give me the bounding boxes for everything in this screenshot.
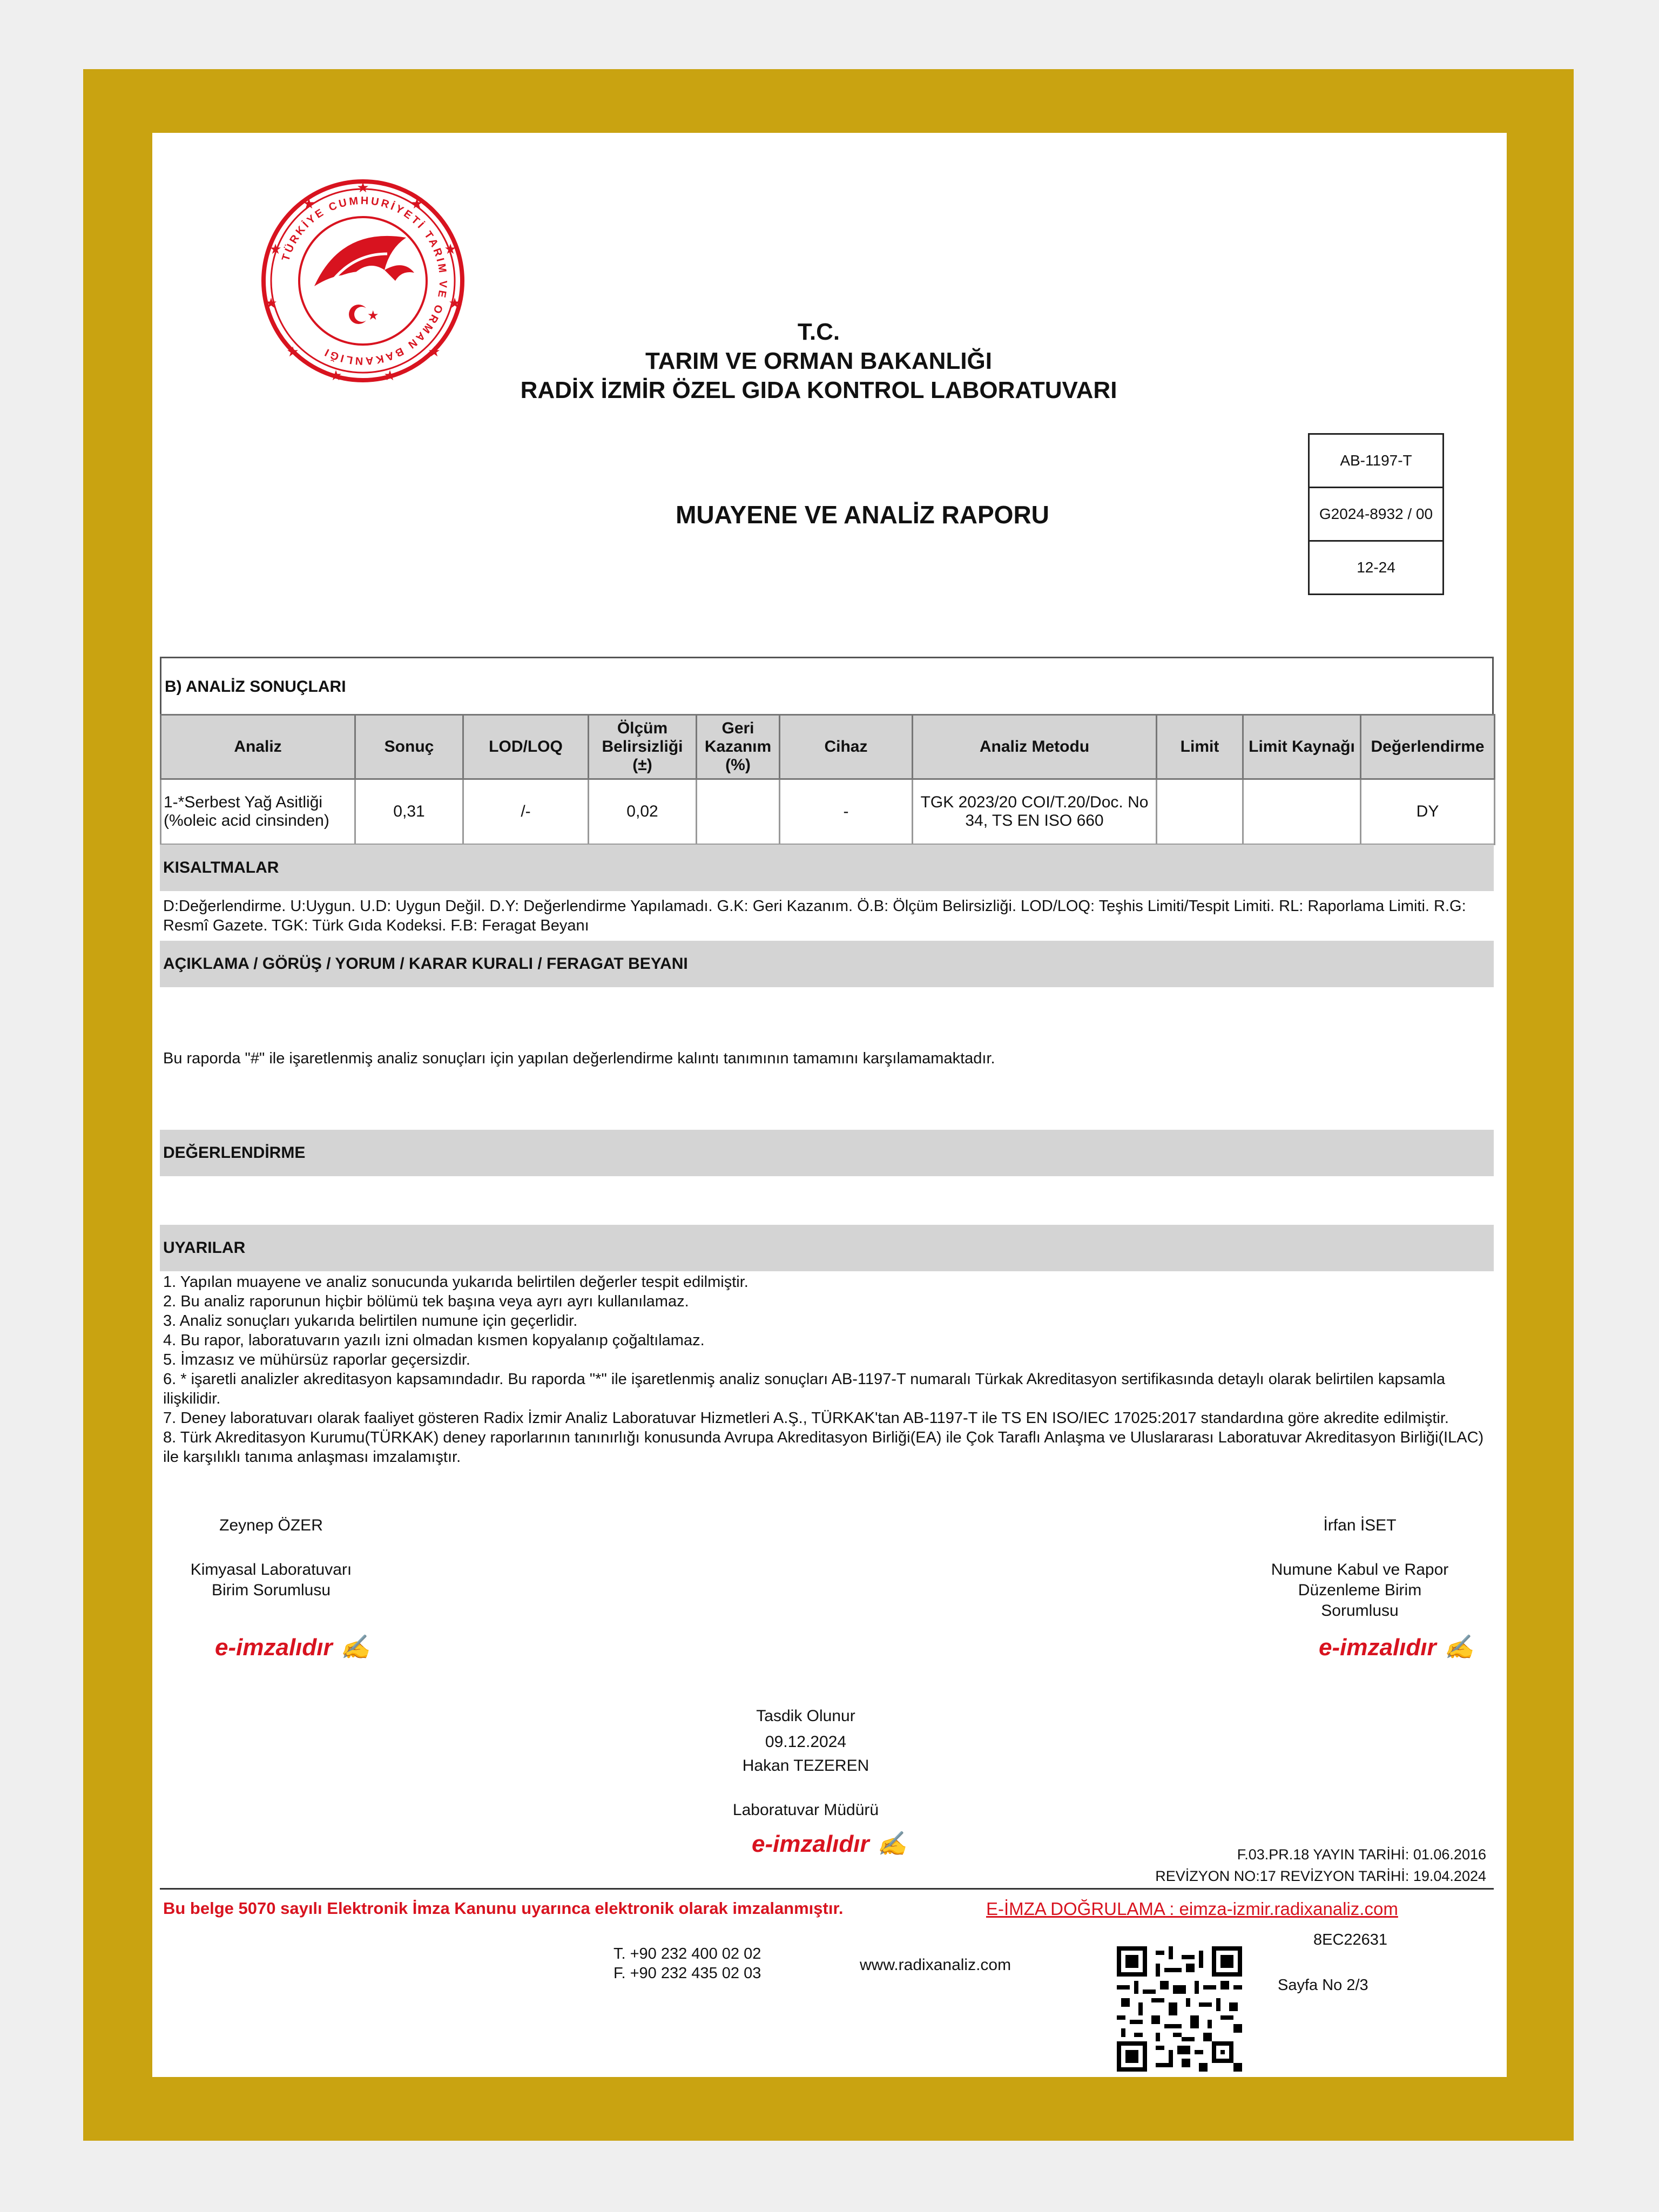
esign-right xyxy=(1319,1633,1474,1661)
esign-left xyxy=(215,1633,370,1661)
signature-left xyxy=(168,1515,374,1601)
header-ministry: TARIM VE ORMAN BAKANLIĞI xyxy=(645,348,993,374)
svg-text:★: ★ xyxy=(329,368,342,383)
col-header: Limit xyxy=(1157,715,1243,779)
approval-role: Laboratuvar Müdürü xyxy=(732,1801,879,1819)
warning-item: 6. * işaretli analizler akreditasyon kapsamındadır. Bu raporda "*" ile işaretlenmiş analiz sonuçları AB-1197-T numaralı Türkak Akreditasyon sertifikasında detaylı olarak belirtilen kapsamla ilişkilidir. xyxy=(163,1371,1445,1407)
signature-right xyxy=(1263,1515,1457,1621)
pen-icon: ✍ xyxy=(877,1831,907,1857)
approval-label: Tasdik Olunur xyxy=(756,1707,855,1725)
signer-name: Zeynep ÖZER xyxy=(219,1516,323,1534)
header-block xyxy=(141,318,1496,405)
report-code-box xyxy=(1308,433,1444,595)
cell-evaluation: DY xyxy=(1361,779,1495,845)
warning-item: 1. Yapılan muayene ve analiz sonucunda yukarıda belirtilen değerler tespit edilmiştir. xyxy=(163,1273,748,1291)
esign-center xyxy=(752,1830,907,1858)
col-header: LOD/LOQ xyxy=(463,715,589,779)
header-line-tc: T.C. xyxy=(797,319,840,345)
cell-result: 0,31 xyxy=(355,779,463,845)
col-header: Değerlendirme xyxy=(1361,715,1495,779)
warning-item: 2. Bu analiz raporunun hiçbir bölümü tek başına veya ayrı ayrı kullanılamaz. xyxy=(163,1293,689,1310)
col-header: Analiz Metodu xyxy=(913,715,1157,779)
cell-analysis: 1-*Serbest Yağ Asitliği (%oleic acid cinsinden) xyxy=(161,779,355,845)
report-period: 12-24 xyxy=(1357,559,1395,576)
pen-icon: ✍ xyxy=(1444,1634,1474,1661)
svg-text:★: ★ xyxy=(444,241,457,258)
report-number: G2024-8932 / 00 xyxy=(1310,488,1442,542)
signer-name: İrfan İSET xyxy=(1323,1516,1397,1534)
comments-text: Bu raporda "#" ile işaretlenmiş analiz sonuçları için yapılan değerlendirme kalıntı tanımının tamamını karşılamamaktadır. xyxy=(163,1050,995,1067)
table-header-row xyxy=(161,715,1495,779)
cell-recovery xyxy=(697,779,780,845)
svg-text:★: ★ xyxy=(383,368,396,383)
contact-block xyxy=(613,1944,761,1983)
abbreviations-text: D:Değerlendirme. U:Uygun. U.D: Uygun Değil. D.Y: Değerlendirme Yapılamadı. G.K: Geri Kazanım. Ö.B: Ölçüm Belirsizliği. LOD/LOQ: Teşhis Limiti/Tespit Limiti. RL: Raporlama Limiti. R.G: Resmî Gazete. TGK: Türk Gıda Kodeksi. F.B: Feragat Beyanı xyxy=(163,898,1466,934)
col-header: Analiz xyxy=(161,715,355,779)
accreditation-code: AB-1197-T xyxy=(1310,435,1442,488)
warning-item: 4. Bu rapor, laboratuvarın yazılı izni olmadan kısmen kopyalanıp çoğaltılamaz. xyxy=(163,1332,705,1349)
website-link[interactable]: www.radixanaliz.com xyxy=(860,1956,1011,1974)
svg-text:★: ★ xyxy=(356,180,369,196)
cell-device: - xyxy=(780,779,913,845)
signer-role: Numune Kabul ve Rapor Düzenleme Birim Sorumlusu xyxy=(1271,1561,1449,1620)
approval-block xyxy=(671,1703,941,1823)
cell-lod-loq: /- xyxy=(463,779,589,845)
esign-verify-link[interactable]: E-İMZA DOĞRULAMA : eimza-izmir.radixanaliz.com xyxy=(986,1899,1398,1919)
phone-number: T. +90 232 400 02 02 xyxy=(613,1945,761,1963)
results-table xyxy=(160,714,1495,845)
svg-text:★: ★ xyxy=(428,344,441,360)
form-publish-date: F.03.PR.18 YAYIN TARİHİ: 01.06.2016 xyxy=(1237,1846,1486,1863)
footer-legal-text: Bu belge 5070 sayılı Elektronik İmza Kanunu uyarınca elektronik olarak imzalanmıştır. xyxy=(163,1899,844,1918)
col-header: Sonuç xyxy=(355,715,463,779)
section-title-abbreviations: KISALTMALAR xyxy=(160,845,1494,891)
table-row xyxy=(161,779,1495,845)
svg-text:★: ★ xyxy=(302,196,315,212)
pen-icon: ✍ xyxy=(340,1634,370,1661)
svg-text:★: ★ xyxy=(286,344,299,360)
form-revision: REVİZYON NO:17 REVİZYON TARİHİ: 19.04.2024 xyxy=(1155,1868,1486,1884)
col-header: Limit Kaynağı xyxy=(1243,715,1361,779)
fax-number: F. +90 232 435 02 03 xyxy=(613,1965,761,1982)
warning-item: 8. Türk Akreditasyon Kurumu(TÜRKAK) deney raporlarının tanınırlığı konusunda Avrupa Akreditasyon Birliği(EA) ile Çok Taraflı Anlaşma ve Uluslararası Laboratuvar Akreditasyon Birliği(ILAC) ile karşılıklı tanıma anlaşması imzalamıştır. xyxy=(163,1429,1484,1466)
svg-text:★: ★ xyxy=(448,295,461,312)
cell-uncertainty: 0,02 xyxy=(589,779,697,845)
form-info xyxy=(1070,1844,1486,1887)
section-title-analysis-results: B) ANALİZ SONUÇLARI xyxy=(160,657,1494,714)
esign-label: e-imzalıdır xyxy=(752,1831,869,1857)
svg-text:TÜRKİYE CUMHURİYETİ TARIM VE O: TÜRKİYE CUMHURİYETİ TARIM VE ORMAN BAKANLIĞI xyxy=(280,194,449,367)
svg-text:★: ★ xyxy=(269,241,282,258)
section-title-warnings: UYARILAR xyxy=(160,1225,1494,1271)
page-number: Sayfa No 2/3 xyxy=(1278,1977,1368,1994)
approval-name: Hakan TEZEREN xyxy=(742,1757,869,1775)
document-page xyxy=(152,133,1507,2077)
svg-text:★: ★ xyxy=(410,196,423,212)
col-header: Geri Kazanım (%) xyxy=(697,715,780,779)
verify-code: 8EC22631 xyxy=(1313,1931,1388,1948)
report-title: MUAYENE VE ANALİZ RAPORU xyxy=(676,501,1049,529)
signer-role: Kimyasal Laboratuvarı Birim Sorumlusu xyxy=(190,1561,352,1599)
col-header: Ölçüm Belirsizliği (±) xyxy=(589,715,697,779)
warnings-list xyxy=(163,1272,1492,1467)
cell-method: TGK 2023/20 COI/T.20/Doc. No 34, TS EN ISO 660 xyxy=(913,779,1157,845)
svg-text:★: ★ xyxy=(367,308,379,323)
section-title-evaluation: DEĞERLENDİRME xyxy=(160,1130,1494,1176)
cell-limit-source xyxy=(1243,779,1361,845)
col-header: Cihaz xyxy=(780,715,913,779)
footer-divider xyxy=(160,1888,1494,1890)
svg-text:★: ★ xyxy=(265,295,278,312)
header-lab-name: RADİX İZMİR ÖZEL GIDA KONTROL LABORATUVARI xyxy=(520,377,1117,403)
esign-label: e-imzalıdır xyxy=(215,1634,333,1661)
qr-code-icon[interactable] xyxy=(1117,1946,1242,2072)
warning-item: 5. İmzasız ve mühürsüz raporlar geçersizdir. xyxy=(163,1351,470,1368)
section-title-comments: AÇIKLAMA / GÖRÜŞ / YORUM / KARAR KURALI / FERAGAT BEYANI xyxy=(160,941,1494,987)
approval-date: 09.12.2024 xyxy=(765,1733,847,1751)
warning-item: 3. Analiz sonuçları yukarıda belirtilen numune için geçerlidir. xyxy=(163,1312,578,1330)
esign-label: e-imzalıdır xyxy=(1319,1634,1437,1661)
warning-item: 7. Deney laboratuvarı olarak faaliyet gösteren Radix İzmir Analiz Laboratuvar Hizmetleri A.Ş., TÜRKAK'tan AB-1197-T ile TS EN ISO/IEC 17025:2017 standardına göre akredite edilmiştir. xyxy=(163,1410,1449,1427)
cell-limit xyxy=(1157,779,1243,845)
